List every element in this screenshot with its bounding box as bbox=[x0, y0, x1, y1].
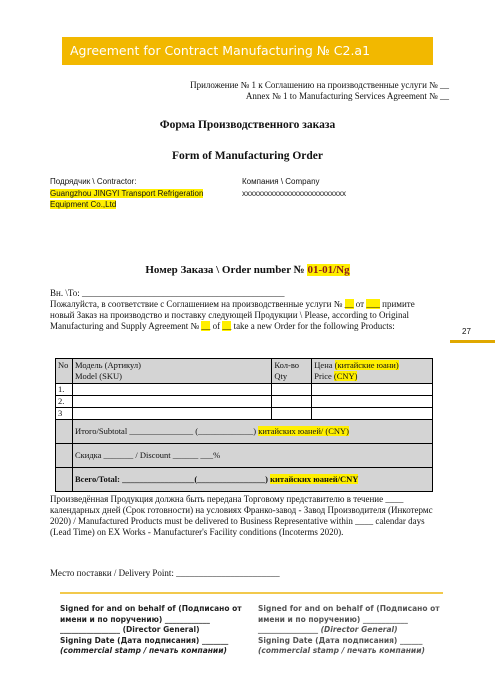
delivery-point: Место поставки / Delivery Point: _______________________ bbox=[50, 568, 280, 578]
agreement-no-blank: __ bbox=[344, 299, 354, 309]
row-number: 3 bbox=[56, 408, 73, 420]
contractor-label: Подрядчик \ Contractor: bbox=[50, 177, 137, 186]
table-row bbox=[56, 396, 433, 408]
price-cell[interactable] bbox=[312, 396, 433, 408]
signature-block-left: Signed for and on behalf of (Подписано от имени и по поручению) ____________ ________________ (Director General) Signing Date (Дата подписания) _______ (commercial stamp / печать компании) bbox=[60, 604, 242, 655]
annex-reference bbox=[69, 80, 449, 102]
model-cell[interactable] bbox=[72, 408, 271, 420]
order-number-value: 01-01/Ng bbox=[307, 264, 350, 276]
delivery-terms: Произведённая Продукция должна быть передана Торговому представителю в течение ____ календарных дней (Срок готовности) на условиях Франко-завод - Завод Производителя (Инкотермс 2020) / Manufactured Products must be delivered to Business Representative within ____ calendar days (Lead Time) on EX Works - Manufacturer's Facility conditions (Incoterms 2020). bbox=[50, 494, 433, 537]
page-number: 27 bbox=[462, 327, 471, 336]
price-cell[interactable] bbox=[312, 408, 433, 420]
agreement-date-blank: ___ bbox=[366, 299, 380, 309]
order-number-heading bbox=[0, 264, 495, 276]
discount-row bbox=[56, 444, 433, 468]
annex-en: Annex № 1 to Manufacturing Services Agreement № __ bbox=[245, 91, 449, 101]
model-cell[interactable] bbox=[72, 396, 271, 408]
company-block bbox=[242, 176, 442, 199]
intro-body: Пожалуйста, в соответствие с Соглашением на производственные услуги № __ от ___ примите новый Заказ на производство и поставку следующей Продукции \ Please, according to Original Manufacturing and Supply Agreement № __ of __ take a new Order for the following Products: bbox=[50, 299, 415, 331]
form-title-ru: Форма Производственного заказа bbox=[159, 119, 336, 131]
agreement-banner: Agreement for Contract Manufacturing № C2.a1 bbox=[62, 37, 433, 65]
subtotal-row bbox=[56, 420, 433, 444]
annex-ru: Приложение № 1 к Соглашению на производственные услуги № __ bbox=[190, 80, 449, 90]
table-row bbox=[56, 408, 433, 420]
subtotal-cell: Итого/Subtotal _______________ (_____________) китайских юаней/ (CNY) bbox=[72, 420, 432, 444]
order-intro bbox=[50, 288, 440, 332]
company-label: Компания \ Company bbox=[242, 177, 320, 186]
discount-cell: Скидка _______ / Discount ______ ___% bbox=[72, 444, 432, 468]
total-row bbox=[56, 468, 433, 492]
table-row bbox=[56, 384, 433, 396]
order-number-label: Номер Заказа \ Order number № bbox=[145, 264, 305, 276]
model-cell[interactable] bbox=[72, 384, 271, 396]
price-cell[interactable] bbox=[312, 384, 433, 396]
contractor-name: Guangzhou JINGYI Transport Refrigeration Equipment Co.,Ltd bbox=[50, 188, 204, 209]
order-items-table bbox=[55, 358, 433, 492]
intro-to: Вн. \To: _____________________________________________ bbox=[50, 288, 285, 298]
company-value: xxxxxxxxxxxxxxxxxxxxxxxxxx bbox=[242, 188, 346, 198]
signature-block-right: Signed for and on behalf of (Подписано от имени и по поручению) ____________ ________________ (Director General) Signing Date (Дата подписания) ______ (commercial stamp / печать компании) bbox=[258, 604, 440, 655]
col-no-header: No bbox=[56, 359, 73, 384]
row-number: 2. bbox=[56, 396, 73, 408]
page-number-bar bbox=[450, 340, 495, 343]
table-header-row bbox=[56, 359, 433, 384]
col-qty-header: Кол-во Qty bbox=[272, 359, 312, 384]
contractor-block bbox=[50, 176, 235, 211]
qty-cell[interactable] bbox=[272, 384, 312, 396]
form-title-en: Form of Manufacturing Order bbox=[171, 150, 324, 162]
qty-cell[interactable] bbox=[272, 396, 312, 408]
total-cell: Всего/Total: _________________(________________) китайских юаней/CNY bbox=[72, 468, 432, 492]
col-price-header: Цена (китайские юани) Price (CNY) bbox=[312, 359, 433, 384]
qty-cell[interactable] bbox=[272, 408, 312, 420]
signature-divider bbox=[60, 592, 443, 594]
row-number: 1. bbox=[56, 384, 73, 396]
agreement-no-blank-en: __ bbox=[201, 321, 211, 331]
agreement-date-blank-en: __ bbox=[222, 321, 232, 331]
col-model-header: Модель (Артикул) Model (SKU) bbox=[72, 359, 271, 384]
